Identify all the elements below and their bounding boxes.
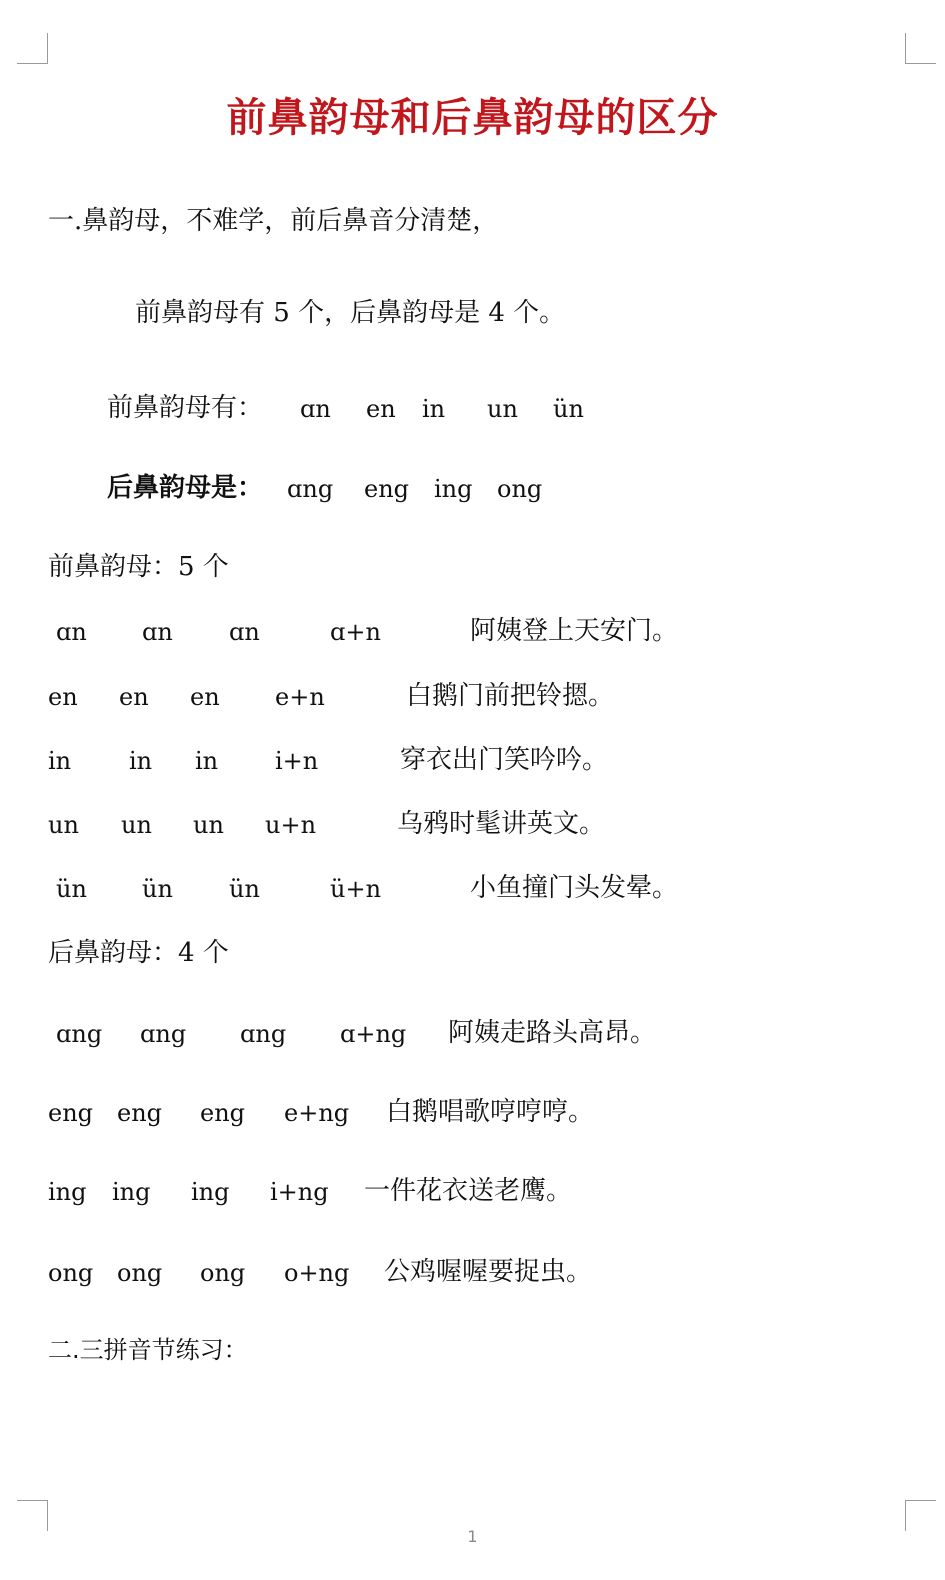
pinyin-cell: ün — [56, 875, 87, 903]
pinyin-cell: ɑn — [229, 618, 260, 646]
corner-mark-top-right — [905, 33, 936, 64]
pinyin-cell: e+n — [275, 683, 325, 711]
pinyin-cell: ong — [48, 1259, 94, 1287]
rhyme-text: 白鹅唱歌哼哼哼。 — [386, 1097, 595, 1127]
pinyin-cell: ü+n — [330, 875, 382, 903]
rhyme-text: 一件花衣送老鹰。 — [364, 1176, 573, 1206]
pinyin-cell: in — [195, 747, 219, 775]
back-final-item: ing — [434, 475, 473, 503]
pinyin-cell: ün — [229, 875, 260, 903]
rhyme-text: 穿衣出门笑吟吟。 — [400, 745, 609, 775]
rhyme-text: 白鹅门前把铃摁。 — [406, 681, 615, 711]
page-number: 1 — [467, 1527, 478, 1546]
rhyme-text: 阿姨走路头高昂。 — [448, 1018, 657, 1048]
pinyin-cell: en — [190, 683, 220, 711]
front-final-item: en — [366, 395, 396, 423]
rhyme-text: 小鱼撞门头发晕。 — [470, 873, 679, 903]
pinyin-cell: i+ng — [270, 1178, 329, 1206]
front-final-item: ɑn — [300, 395, 331, 423]
pinyin-cell: ing — [48, 1178, 87, 1206]
pinyin-cell: o+ng — [284, 1259, 350, 1287]
pinyin-cell: ing — [112, 1178, 151, 1206]
pinyin-cell: eng — [200, 1099, 246, 1127]
pinyin-cell: ong — [117, 1259, 163, 1287]
pinyin-cell: in — [129, 747, 153, 775]
pinyin-cell: ɑ+n — [330, 618, 381, 646]
pinyin-cell: eng — [117, 1099, 163, 1127]
pinyin-cell: ɑng — [140, 1020, 187, 1048]
pinyin-cell: in — [48, 747, 72, 775]
corner-mark-top-left — [17, 33, 48, 64]
back-final-item: eng — [364, 475, 410, 503]
pinyin-cell: ɑng — [56, 1020, 103, 1048]
rhyme-text: 阿姨登上天安门。 — [470, 616, 679, 646]
back-finals-label: 后鼻韵母是： — [107, 473, 264, 503]
front-final-item: un — [487, 395, 518, 423]
section1-heading: 一.鼻韵母，不难学，前后鼻音分清楚， — [48, 206, 499, 236]
section1-intro: 前鼻韵母有 5 个，后鼻韵母是 4 个。 — [135, 298, 566, 328]
pinyin-cell: ing — [191, 1178, 230, 1206]
pinyin-cell: en — [48, 683, 78, 711]
rhyme-text: 公鸡喔喔要捉虫。 — [384, 1257, 593, 1287]
front-finals-label: 前鼻韵母有： — [107, 393, 264, 423]
front-final-item: in — [422, 395, 446, 423]
pinyin-cell: un — [193, 811, 224, 839]
back-final-item: ong — [497, 475, 543, 503]
front-section-heading: 前鼻韵母：5 个 — [48, 552, 229, 582]
pinyin-cell: ün — [142, 875, 173, 903]
front-final-item: ün — [553, 395, 584, 423]
pinyin-cell: un — [121, 811, 152, 839]
pinyin-cell: ɑ+ng — [340, 1020, 407, 1048]
pinyin-cell: ɑng — [240, 1020, 287, 1048]
pinyin-cell: u+n — [265, 811, 317, 839]
pinyin-cell: en — [119, 683, 149, 711]
pinyin-cell: un — [48, 811, 79, 839]
back-section-heading: 后鼻韵母：4 个 — [48, 938, 229, 968]
pinyin-cell: ɑn — [56, 618, 87, 646]
rhyme-text: 乌鸦时髦讲英文。 — [397, 809, 606, 839]
section2-heading: 二.三拼音节练习： — [48, 1336, 248, 1364]
pinyin-cell: eng — [48, 1099, 94, 1127]
pinyin-cell: ɑn — [142, 618, 173, 646]
back-final-item: ɑng — [287, 475, 334, 503]
pinyin-cell: i+n — [275, 747, 319, 775]
pinyin-cell: ong — [200, 1259, 246, 1287]
page-title: 前鼻韵母和后鼻韵母的区分 — [226, 95, 719, 141]
pinyin-cell: e+ng — [284, 1099, 350, 1127]
